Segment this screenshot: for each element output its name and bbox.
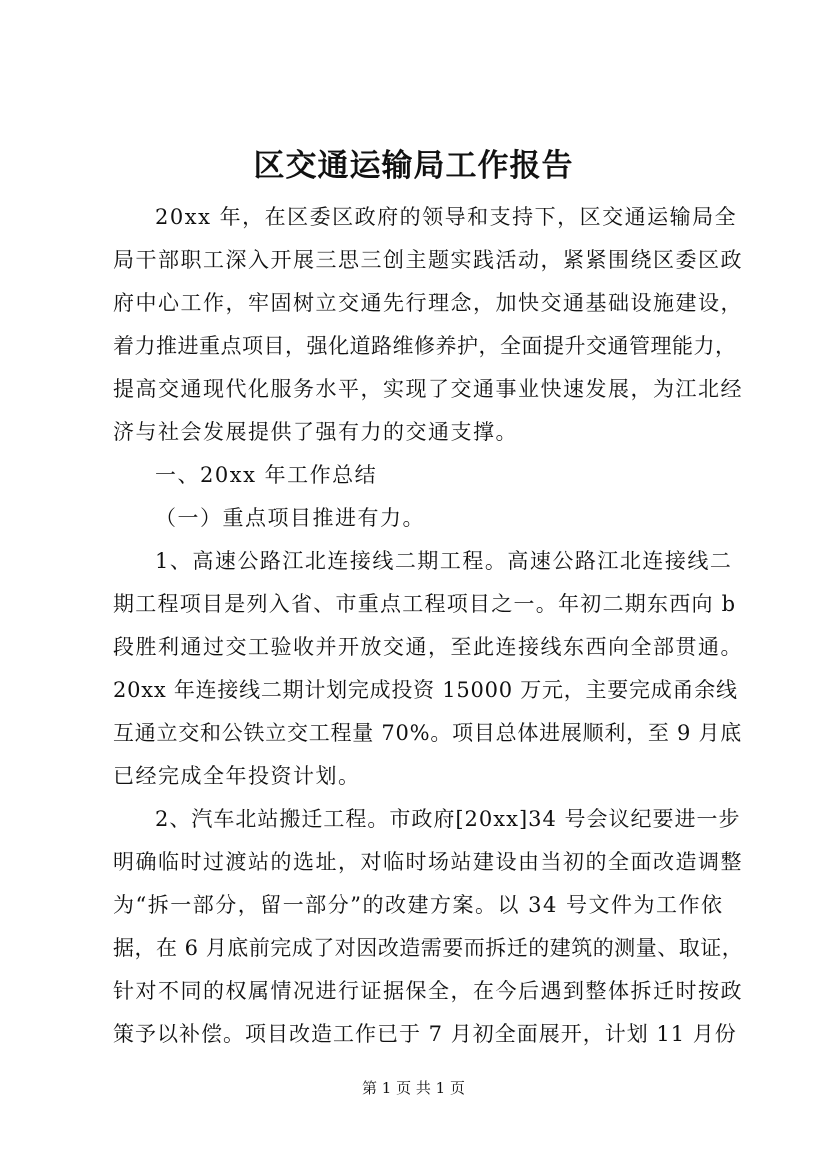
text-line: 为“拆一部分，留一部分”的改建方案。以 34 号文件为工作依 bbox=[113, 893, 724, 917]
text-line: 20xx 年，在区委区政府的领导和支持下，区交通运输局全 bbox=[155, 205, 738, 229]
text-line: 段胜利通过交工验收并开放交通，至此连接线东西向全部贯通。 bbox=[113, 635, 743, 659]
text-line: 策予以补偿。项目改造工作已于 7 月初全面展开，计划 11 月份 bbox=[113, 1022, 737, 1046]
text-line: 期工程项目是列入省、市重点工程项目之一。年初二期东西向 b bbox=[113, 592, 737, 616]
text-line: 据，在 6 月底前完成了对因改造需要而拆迁的建筑的测量、取证， bbox=[113, 936, 744, 960]
text-line: 2、汽车北站搬迁工程。市政府[20xx]34 号会议纪要进一步 bbox=[155, 807, 741, 831]
text-line: 20xx 年连接线二期计划完成投资 15000 万元，主要完成甬余线 bbox=[113, 678, 738, 702]
text-line: 1、高速公路江北连接线二期工程。高速公路江北连接线二 bbox=[155, 549, 733, 573]
text-line: 明确临时过渡站的选址，对临时场站建设由当初的全面改造调整 bbox=[113, 850, 743, 874]
document-title: 区交通运输局工作报告 bbox=[253, 148, 574, 184]
text-line: 针对不同的权属情况进行证据保全，在今后遇到整体拆迁时按政 bbox=[113, 979, 743, 1003]
text-line: 着力推进重点项目，强化道路维修养护，全面提升交通管理能力， bbox=[113, 334, 737, 358]
text-line: 府中心工作，牢固树立交通先行理念，加快交通基础设施建设， bbox=[113, 291, 743, 315]
section-heading: 一、20xx 年工作总结 bbox=[155, 463, 378, 487]
text-line: 济与社会发展提供了强有力的交通支撑。 bbox=[113, 420, 518, 444]
text-line: 已经完成全年投资计划。 bbox=[113, 764, 361, 788]
page-footer: 第 1 页 共 1 页 bbox=[362, 1079, 465, 1097]
text-line: 局干部职工深入开展三思三创主题实践活动，紧紧围绕区委区政 bbox=[113, 248, 743, 272]
text-line: 互通立交和公铁立交工程量 70%。项目总体进展顺利，至 9 月底 bbox=[113, 721, 743, 745]
text-line: 提高交通现代化服务水平，实现了交通事业快速发展，为江北经 bbox=[113, 377, 743, 401]
subsection-heading: （一）重点项目推进有力。 bbox=[155, 506, 425, 530]
